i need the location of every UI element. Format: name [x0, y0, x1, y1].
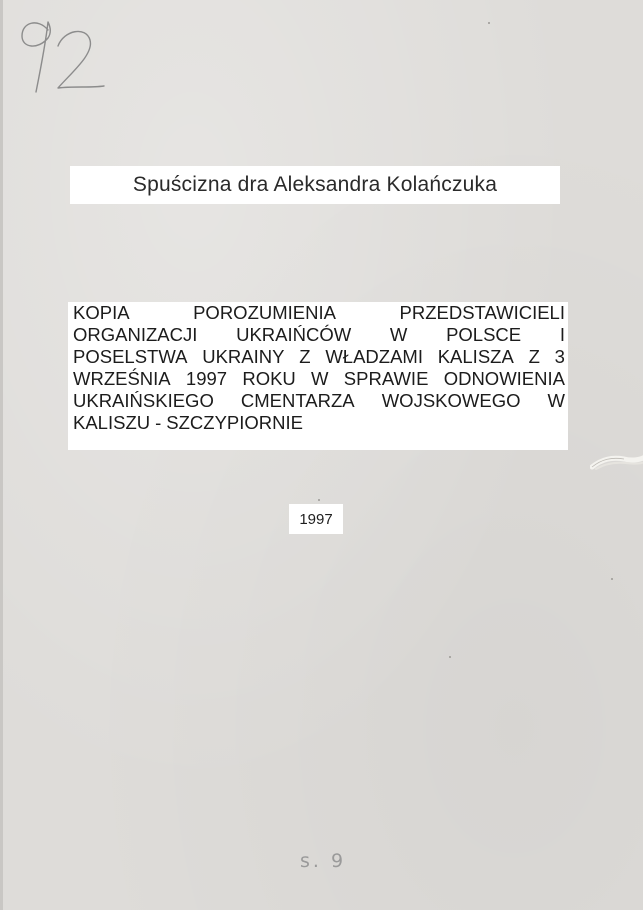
description-word: KOPIA: [73, 302, 130, 323]
description-word: UKRAIŃCÓW: [236, 324, 352, 345]
year-label: [289, 504, 343, 534]
description-word: ROKU: [242, 368, 296, 389]
description-word: WRZEŚNIA: [73, 368, 171, 389]
description-word: SPRAWIE: [343, 368, 429, 389]
folder-string-tie: [590, 453, 643, 475]
description-word: POLSCE: [446, 324, 522, 345]
paper-speck: [318, 499, 320, 501]
description-word: I: [559, 324, 565, 345]
description-word: ORGANIZACJI: [73, 324, 198, 345]
description-word: SZCZYPIORNIE: [166, 412, 303, 433]
paper-speck: [449, 656, 451, 658]
description-word: PRZEDSTAWICIELI: [399, 302, 565, 323]
description-word: POSELSTWA: [73, 346, 188, 367]
description-word: WŁADZAMI: [325, 346, 423, 367]
description-line: [73, 324, 565, 346]
description-word: 3: [554, 346, 565, 367]
description-word: -: [155, 412, 162, 433]
sheet-edge: [0, 0, 3, 910]
description-line: [73, 368, 565, 390]
description-word: W: [547, 390, 565, 411]
description-word: UKRAIŃSKIEGO: [73, 390, 214, 411]
description-word: W: [389, 324, 408, 345]
description-word: Z: [528, 346, 540, 367]
handwritten-page-number: [0, 0, 110, 100]
document-year: 1997: [299, 510, 333, 528]
description-label: [68, 302, 568, 450]
description-word: W: [311, 368, 329, 389]
description-line: [73, 302, 565, 324]
description-line: [73, 390, 565, 412]
description-word: WOJSKOWEGO: [381, 390, 521, 411]
description-word: 1997: [185, 368, 228, 389]
description-text: [73, 302, 565, 434]
paper-speck: [611, 578, 613, 580]
description-line: [73, 346, 565, 368]
description-word: CMENTARZA: [240, 390, 355, 411]
description-word: ODNOWIENIA: [443, 368, 565, 389]
description-line: [73, 412, 565, 434]
description-word: Z: [299, 346, 311, 367]
description-word: KALISZU: [73, 412, 151, 433]
description-word: POROZUMIENIA: [193, 302, 336, 323]
paper-speck: [488, 22, 490, 24]
document-title: Spuścizna dra Aleksandra Kolańczuka: [132, 173, 498, 196]
description-word: KALISZA: [437, 346, 514, 367]
description-word: UKRAINY: [202, 346, 285, 367]
title-label: [70, 166, 560, 204]
handwritten-note: s. 9: [300, 850, 347, 872]
